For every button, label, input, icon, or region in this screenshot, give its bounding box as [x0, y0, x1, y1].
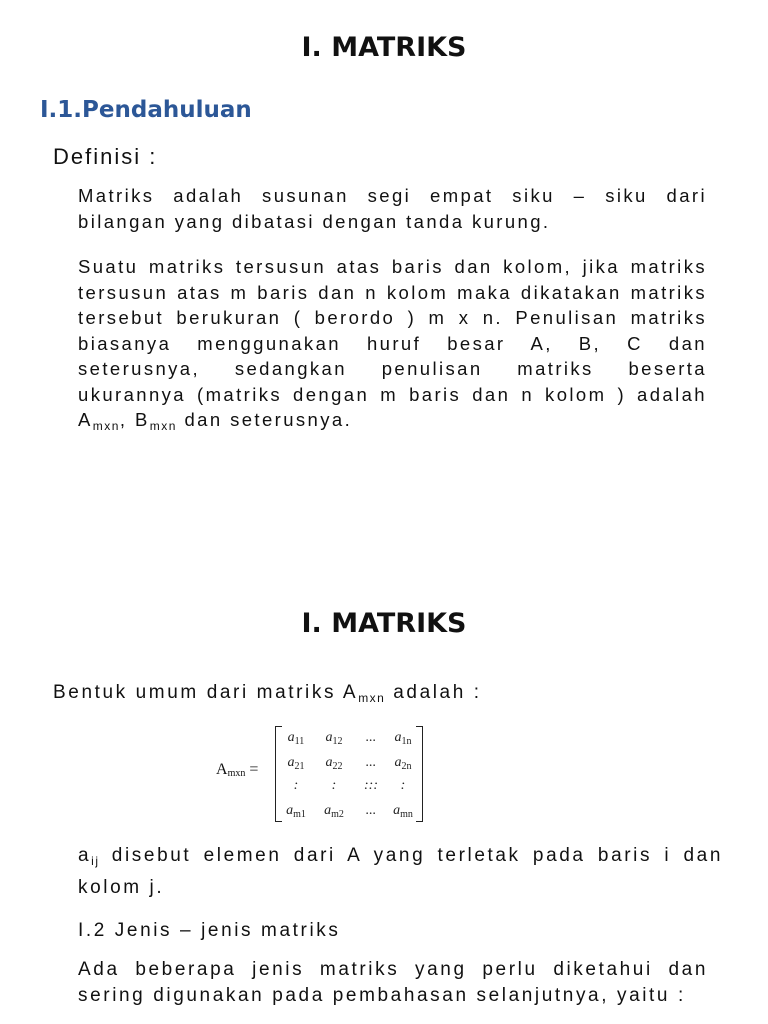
section-heading: I.1.Pendahuluan — [40, 97, 252, 123]
matrix-cell — [276, 755, 316, 772]
matrix-cell-index: 12 — [332, 736, 343, 747]
general-form-text: Bentuk umum dari matriks A — [53, 682, 359, 703]
matrix-cell-index: 21 — [294, 761, 305, 772]
matrix-label-subscript: mxn — [227, 768, 246, 779]
matrix-cell-base: : — [293, 778, 299, 793]
matrix-cell-base: a — [325, 755, 333, 770]
matrix-cell-base: ... — [365, 730, 377, 745]
matrix-b-symbol: , B — [119, 409, 150, 430]
matrix-label-letter: A — [216, 761, 228, 778]
matrix-cell — [276, 778, 316, 794]
matrix-cell-base: ... — [365, 755, 377, 770]
matrix-cell-base: : — [400, 778, 406, 793]
ordo-paragraph — [78, 254, 707, 440]
types-paragraph: Ada beberapa jenis matriks yang perlu diketahui dan sering digunakan pada pembahasan selanjutnya, yaitu : — [78, 959, 708, 1006]
general-form-end: adalah : — [385, 682, 482, 703]
element-paragraph — [78, 843, 723, 900]
matrix-a-subscript: mxn — [92, 419, 120, 433]
matrix-cell — [383, 730, 423, 747]
matrix-cell — [314, 803, 354, 820]
matrix-cell-base: : — [331, 778, 337, 793]
matrix-cell — [314, 755, 354, 772]
matrix-cell-base: a — [287, 730, 295, 745]
matrix-cell — [314, 730, 354, 747]
subsection-heading: I.2 Jenis – jenis matriks — [78, 920, 341, 941]
matrix-cell-base: ... — [365, 803, 377, 818]
matrix-cell — [383, 778, 423, 794]
matrix-cell-index: 11 — [294, 736, 305, 747]
matrix-cell-base: a — [394, 730, 402, 745]
element-subscript: ij — [91, 854, 100, 868]
matrix-cell-index: 2n — [401, 761, 412, 772]
definition-paragraph: Matriks adalah susunan segi empat siku – siku dari bilangan yang dibatasi dengan tanda kurung. — [78, 185, 707, 232]
general-form-subscript: mxn — [358, 691, 386, 705]
matrix-a-symbol: A — [78, 409, 93, 430]
matrix-cell-index: mn — [400, 809, 413, 820]
matrix-cell-base: a — [325, 730, 333, 745]
general-matrix — [213, 724, 443, 824]
matrix-cell-index: m1 — [293, 809, 306, 820]
matrix-cell-base: ::: — [364, 778, 378, 793]
matrix-b-subscript: mxn — [149, 419, 177, 433]
matrix-cell-base: a — [394, 755, 402, 770]
matrix-cell — [314, 778, 354, 794]
element-text: disebut elemen dari A yang terletak pada baris i dan kolom j. — [78, 845, 723, 898]
matrix-cell — [383, 755, 423, 772]
matrix-cell-base: a — [287, 755, 295, 770]
matrix-cell-index: 22 — [332, 761, 343, 772]
matrix-label — [216, 761, 258, 779]
slide1-title: I. MATRIKS — [301, 32, 467, 63]
matrix-cell — [383, 803, 423, 820]
matrix-cell-index: m2 — [331, 809, 344, 820]
matrix-cell — [276, 803, 316, 820]
matrix-equals: = — [245, 761, 259, 778]
slide2-title: I. MATRIKS — [301, 608, 467, 639]
matrix-cell-base: a — [393, 803, 401, 818]
definition-label: Definisi : — [53, 144, 158, 169]
element-symbol: a — [78, 845, 92, 866]
ordo-paragraph-text: Suatu matriks tersusun atas baris dan kolom, jika matriks tersusun atas m baris dan n kolom maka dikatakan matriks tersebut berukuran ( berordo ) m x n. Penulisan matriks biasanya menggunakan huruf besar A, B, C dan seterusnya, sedangkan penulisan matriks beserta ukurannya (matriks dengan m baris dan n kolom ) adalah — [78, 256, 707, 405]
general-form-line — [53, 682, 482, 705]
matrix-cell-base: a — [286, 803, 294, 818]
ordo-paragraph-end: dan seterusnya. — [176, 409, 353, 430]
matrix-cell-index: 1n — [401, 736, 412, 747]
matrix-cell — [276, 730, 316, 747]
matrix-cell-base: a — [324, 803, 332, 818]
